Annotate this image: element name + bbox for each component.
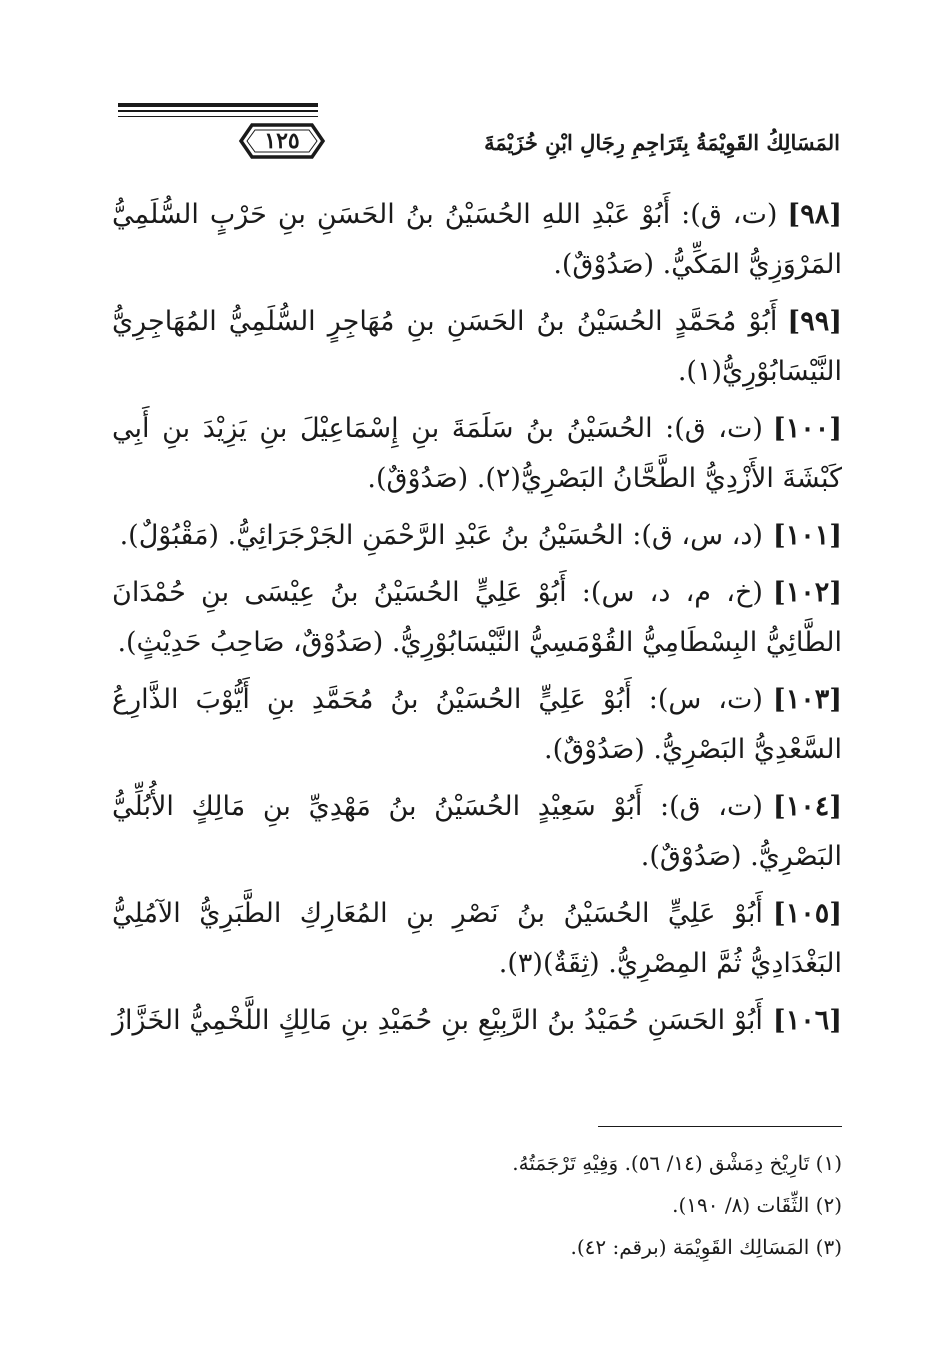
entry [112,190,842,290]
page-number-badge [238,122,326,160]
entry-number: [١٠٣] [772,684,842,715]
entry-number: [٩٨] [787,199,842,230]
footnote-separator [598,1126,842,1127]
page-number: ١٢٥ [264,128,300,154]
entry-text: (ت، ق): أَبُوْ سَعِيْدٍ الحُسَيْنُ بنُ مَهْدِيِّ بنِ مَالِكٍ الأُبُلِّيُّ البَصْرِيُّ. (صَدُوْقٌ). [112,791,842,872]
footnote: (١) تَارِيْخ دِمَشْق (١٤/ ٥٦). وَفِيْهِ تَرْجَمَتُهُ. [512,1151,842,1175]
entry-number: [١٠٠] [772,413,842,444]
header-rule [118,103,318,107]
footnote: (٢) الثِّقَات (٨/ ١٩٠). [672,1193,842,1217]
entry-number: [١٠٢] [772,577,842,608]
entry-text: أَبُوْ عَلِيٍّ الحُسَيْنُ بنُ نَصْرِ بنِ المُعَارِكِ الطَّبَرِيُّ الآمُلِيُّ البَغْدَادِيُّ ثُمَّ المِصْرِيُّ. (ثِقَةٌ)(٣). [112,898,842,979]
entry-text: (د، س، ق): الحُسَيْنُ بنُ عَبْدِ الرَّحْمَنِ الجَرْجَرَائِيُّ. (مَقْبُوْلٌ). [119,520,763,551]
entries-list [112,190,842,1103]
header-rule [118,116,318,117]
entry-text: أَبُوْ مُحَمَّدٍ الحُسَيْنُ بنُ الحَسَنِ بنِ مُهَاجِرٍ السُّلَمِيُّ المُهَاجِرِيُّ النَّيْسَابُوْرِيُّ(١). [112,306,842,387]
entry [112,782,842,882]
entry [112,675,842,775]
entry [112,297,842,397]
running-header-title: المَسَالِكُ القَوِيْمَةُ بِتَرَاجِمِ رِجَالِ ابْنِ خُزَيْمَةَ [484,130,840,155]
entry-number: [١٠١] [772,520,842,551]
entry-text: (ت، ق): أَبُوْ عَبْدِ اللهِ الحُسَيْنُ بنُ الحَسَنِ بنِ حَرْبٍ السُّلَمِيُّ المَرْوَزِيُّ المَكِّيُّ. (صَدُوْقٌ). [112,199,842,280]
entry [112,404,842,504]
entry-text: أَبُوْ الحَسَنِ حُمَيْدُ بنُ الرَّبِيْعِ بنِ حُمَيْدِ بنِ مَالِكٍ اللَّخْمِيُّ الخَزَّازُ [112,1005,763,1036]
entry-text: (ت، ق): الحُسَيْنُ بنُ سَلَمَةَ بنِ إِسْمَاعِيْلَ بنِ يَزِيْدَ بنِ أَبِي كَبْشَةَ الأَزْدِيُّ الطَّحَّانُ البَصْرِيُّ(٢). (صَدُوْقٌ). [112,413,842,494]
entry-number: [١٠٥] [772,898,842,929]
entry-number: [٩٩] [787,306,842,337]
entry-text: (ت، س): أَبُوْ عَلِيٍّ الحُسَيْنُ بنُ مُحَمَّدِ بنِ أَيُّوْبَ الذَّارِعُ السَّعْدِيُّ البَصْرِيُّ. (صَدُوْقٌ). [112,684,842,765]
entry-number: [١٠٤] [772,791,842,822]
entry [112,568,842,668]
footnote: (٣) المَسَالِك القَوِيْمَة (برقم: ٤٢). [570,1235,842,1259]
entry-number: [١٠٦] [772,1005,842,1036]
entry [112,889,842,989]
entry [112,511,842,561]
entry-text: (خ، م، د، س): أَبُوْ عَلِيٍّ الحُسَيْنُ بنُ عِيْسَى بنِ حُمْدَانَ الطَّائِيُّ البِسْطَامِيُّ القُوْمَسِيُّ النَّيْسَابُوْرِيُّ. (صَدُوْقٌ، صَاحِبُ حَدِيْثٍ). [112,577,842,658]
footnotes [112,1142,842,1268]
header-rule [118,110,318,112]
page-break-area [0,1046,946,1116]
